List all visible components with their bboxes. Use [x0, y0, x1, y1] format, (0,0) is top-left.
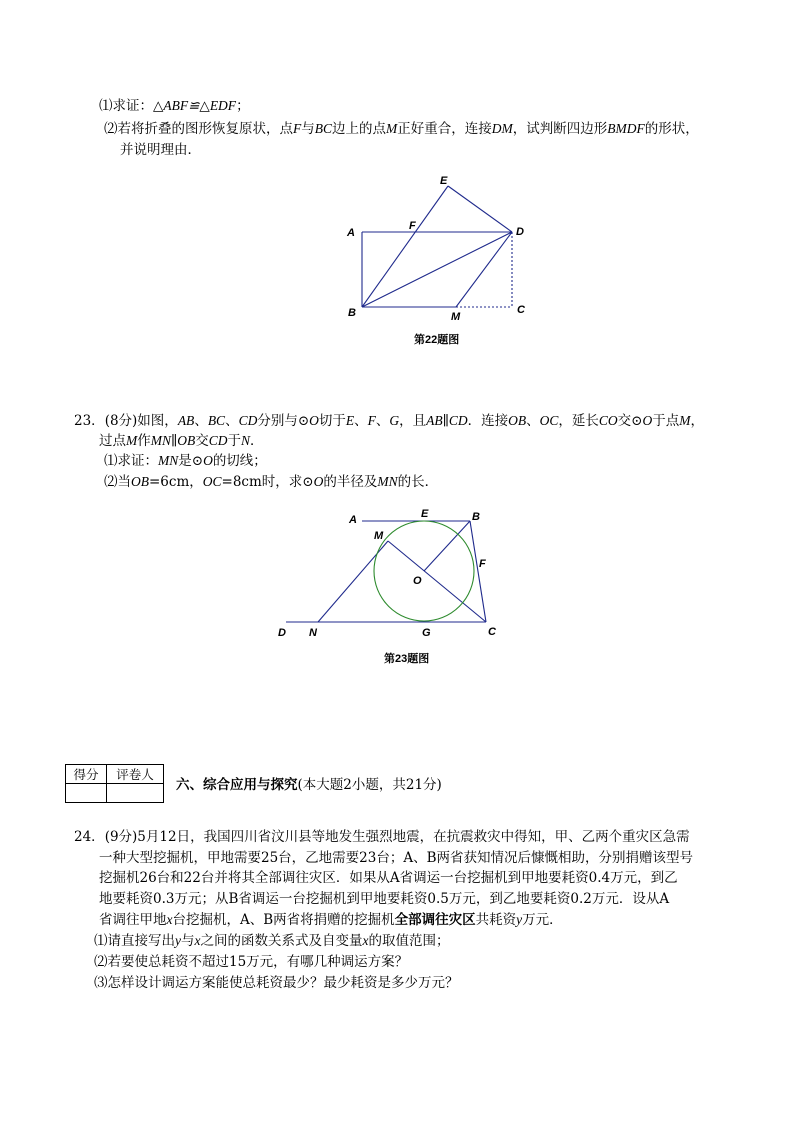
- fig23-line-MC: [388, 541, 486, 622]
- grader-cell[interactable]: [107, 784, 164, 803]
- q22-part2: ⑵若将折叠的图形恢复原状，点F与BC边上的点M正好重合，连接DM，试判断四边形BMDF的形状，: [104, 121, 699, 137]
- grader-header: 评卷人: [107, 765, 164, 784]
- fig22-label-D: D: [516, 226, 524, 238]
- section-6-header: 六、综合应用与探究(本大题2小题，共21分): [176, 777, 442, 793]
- fig22-label-C: C: [517, 304, 525, 316]
- q24-line1: 24．(9分)5月12日，我国四川省汶川县等地发生强烈地震，在抗震救灾中得知，甲、乙两个重灾区急需: [74, 829, 690, 845]
- q24-line2: 一种大型挖掘机，甲地需要25台，乙地需要23台；A、B两省获知情况后慷慨相助，分别捐赠该型号: [99, 850, 694, 866]
- fig23-caption: 第23题图: [384, 653, 430, 665]
- q23-line1: 23．(8分)如图，AB、BC、CD分别与⊙O切于E、F、G，且AB∥CD．连接OB、OC，延长CO交⊙O于点M，: [74, 413, 704, 429]
- fig23-label-D: D: [278, 627, 286, 639]
- fig23-label-C: C: [488, 626, 496, 638]
- score-table: [65, 764, 164, 803]
- q22-part2-cont: 并说明理由．: [120, 142, 201, 158]
- q24-line4: 地要耗资0.3万元；从B省调运一台挖掘机到甲地要耗资0.5万元，到乙地要耗资0.2万元．设从A: [99, 891, 670, 907]
- q24-line5: 省调往甲地x台挖掘机，A、B两省将捐赠的挖掘机全部调往灾区共耗资y万元．: [99, 912, 563, 928]
- fig22-label-F: F: [409, 220, 416, 232]
- q24-part2: ⑵若要使总耗资不超过15万元，有哪几种调运方案？: [94, 954, 409, 970]
- q24-part3: ⑶怎样设计调运方案能使总耗资最少？最少耗资是多少万元？: [94, 975, 459, 991]
- fig23-label-B: B: [472, 511, 480, 523]
- fig23-label-N: N: [309, 627, 317, 639]
- fig23-label-E: E: [421, 508, 429, 520]
- q23-part2: ⑵当OB=6cm，OC=8cm时，求⊙O的半径及MN的长．: [104, 474, 439, 490]
- fig23-line-BC: [470, 521, 486, 622]
- score-header: 得分: [66, 765, 107, 784]
- q23-part1: ⑴求证：MN是⊙O的切线；: [104, 453, 267, 469]
- fig22-label-E: E: [440, 175, 448, 187]
- fig23-label-M: M: [374, 530, 384, 542]
- fig22-label-A: A: [347, 227, 355, 239]
- q23-line2: 过点M作MN∥OB交CD于N．: [99, 433, 264, 449]
- fig23-label-A: A: [349, 514, 357, 526]
- score-cell[interactable]: [66, 784, 107, 803]
- q24-part1: ⑴请直接写出y与x之间的函数关系式及自变量x的取值范围；: [94, 933, 450, 949]
- q22-part1: ⑴求证：△ABF≌△EDF；: [99, 98, 250, 114]
- fig22-caption: 第22题图: [414, 334, 460, 346]
- fig23-label-G: G: [422, 627, 431, 639]
- fig22-label-B: B: [348, 307, 356, 319]
- fig23-label-F: F: [479, 558, 486, 570]
- fig23-label-O: O: [413, 575, 422, 587]
- q24-line3: 挖掘机26台和22台并将其全部调往灾区．如果从A省调运一台挖掘机到甲地要耗资0.4万元，到乙: [99, 870, 678, 886]
- fig22-label-M: M: [451, 311, 461, 323]
- fig23-line-OB: [424, 521, 470, 571]
